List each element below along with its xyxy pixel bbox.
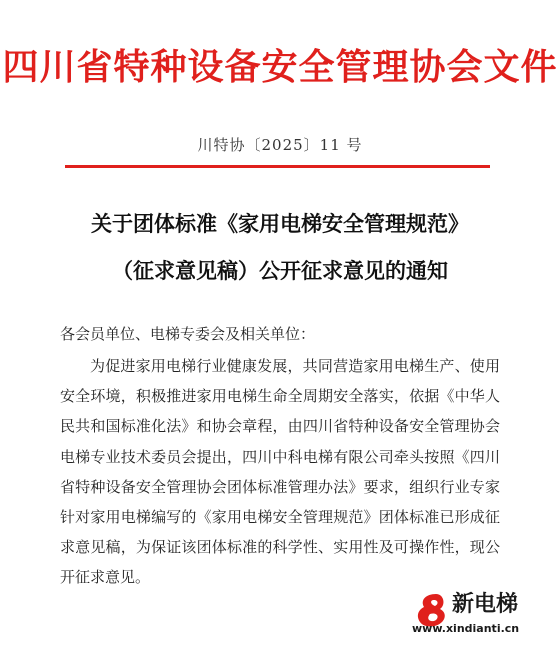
salutation: 各会员单位、电梯专委会及相关单位： bbox=[60, 325, 316, 343]
issuer-header-title: 四川省特种设备安全管理协会文件 bbox=[2, 47, 558, 88]
watermark-name: 新电梯 bbox=[452, 592, 519, 617]
document-number: 川特协〔2025〕11 号 bbox=[197, 136, 363, 154]
body-paragraph: 为促进家用电梯行业健康发展，共同营造家用电梯生产、使用安全环境，积极推进家用电梯生命全周期安全落实，依据《中华人民共和国标准化法》和协会章程，由四川省特种设备安全管理协会电梯专业技术委员会提出，四川中科电梯有限公司牵头按照《四川省特种设备安全管理协会团体标准管理办法》要求，组织行业专家针对家用电梯编写的《家用电梯安全管理规范》团体标准已形成征求意见稿，为保证该团体标准的科学性、实用性及可操作性，现公开征求意见。 bbox=[60, 357, 500, 587]
notice-title-line-2: （征求意见稿）公开征求意见的通知 bbox=[112, 258, 448, 283]
notice-title-line-1: 关于团体标准《家用电梯安全管理规范》 bbox=[91, 211, 469, 236]
bottom-cut-off-text-fragment bbox=[0, 644, 110, 650]
watermark-url: www.xindianti.cn bbox=[412, 622, 520, 635]
red-separator-line bbox=[65, 165, 490, 168]
site-watermark bbox=[412, 590, 552, 640]
